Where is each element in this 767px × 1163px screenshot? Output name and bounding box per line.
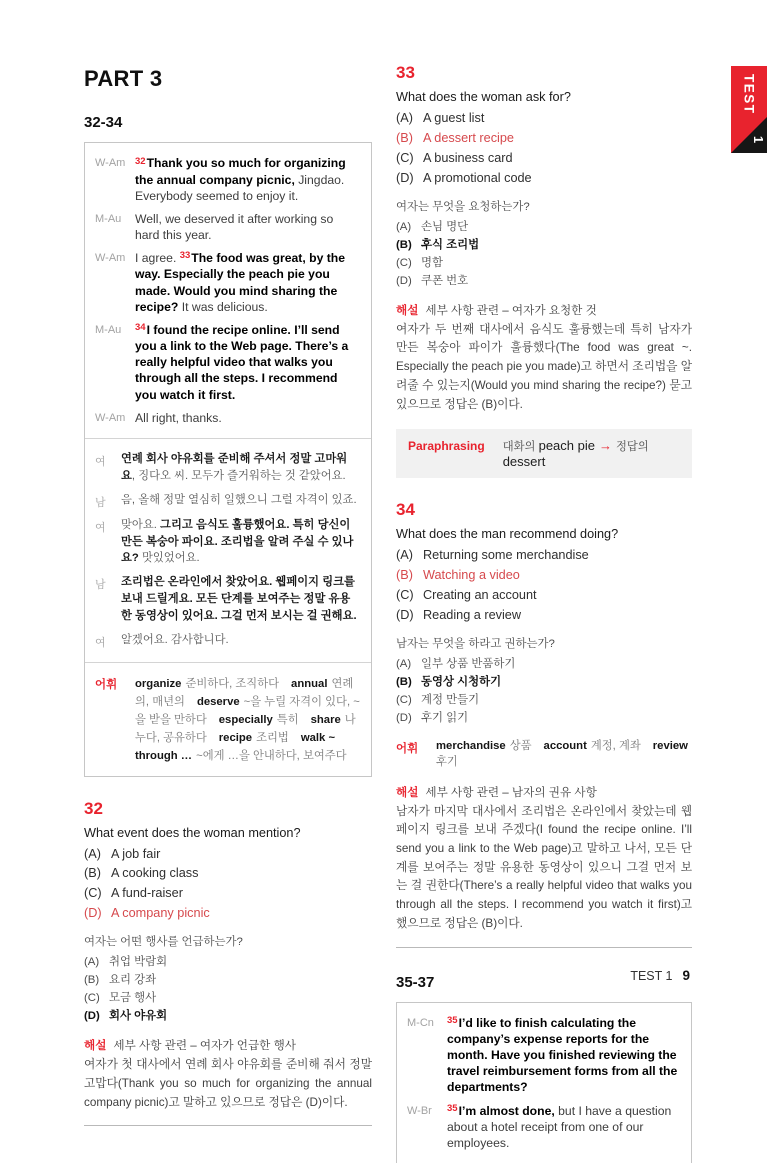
vocab-section-32-34: [85, 662, 371, 775]
dialogue-english-section: [397, 1003, 691, 1163]
choice-b-answer: (B) A dessert recipe: [396, 130, 514, 145]
right-column: [396, 60, 692, 1163]
choice-d: (D) A promotional code: [396, 170, 532, 185]
dialogue-line: [95, 451, 361, 485]
choice-b: (B) A cooking class: [84, 866, 199, 881]
explanation-body: 여자가 두 번째 대사에서 음식도 훌륭했는데 특히 남자가 만든 복숭아 파이가 훌륭했다(The food was great ~. Especially the peach pie you made)고 하면서 조리법을 알려줄 수 있는지(Would you mind sharing the recipe?) 묻고 있으므로 정답은 (B)이다.: [396, 322, 692, 411]
explanation-body: 여자가 첫 대사에서 연례 회사 야유회를 준비해 줘서 정말 고맙다(Thank you so much for organizing the annual company picnic)고 말하고 있으므로 정답은 (D)이다.: [84, 1058, 372, 1109]
dialogue-line: [407, 1103, 681, 1152]
vocab-label: 어휘: [95, 679, 118, 692]
explanation-32: [84, 1037, 372, 1112]
question-text-korean: 여자는 무엇을 요청하는가?: [396, 200, 530, 213]
speaker-label: W-Am: [95, 251, 126, 264]
dialogue-line: [407, 1015, 681, 1096]
choice-b-korean-answer: (B) 동영상 시청하기: [396, 675, 502, 688]
choice-a: (A) A guest list: [396, 111, 485, 125]
choice-a: (A) A job fair: [84, 846, 161, 861]
question-ref-number: 35: [447, 1103, 458, 1115]
explanation-label: 해설: [396, 785, 419, 799]
dialogue-line: [95, 492, 361, 510]
dialogue-text: $^{32}$Thank you so much for organizing the annual company picnic, Jingdao. Everybody seemed to enjoy it.: [135, 155, 346, 203]
choice-a-korean: (A) 취업 박람회: [84, 956, 168, 969]
vocab-entry: especially 특히: [218, 714, 299, 727]
page-body: [84, 60, 692, 1163]
dialogue-text: 연례 회사 야유회를 준비해 주셔서 정말 고마워요, 징다오 씨. 모두가 즐거워하는 것 같았어요.: [121, 452, 348, 482]
vocab-entry: review후기: [436, 739, 688, 768]
vocab-entry: recipe 조리법: [218, 732, 289, 745]
dialogue-box-32-34: [84, 142, 372, 777]
explanation-33: [396, 302, 692, 415]
dialogue-line: [95, 211, 361, 243]
left-column: [84, 60, 372, 1163]
dialogue-text: Well, we deserved it after working so hard this year.: [135, 211, 334, 242]
dialogue-line: [95, 410, 361, 426]
speaker-label: M-Au: [95, 323, 122, 336]
dialogue-text: $^{35}$I’m almost done, but I have a question about a hotel receipt from one of our employees.: [447, 1103, 672, 1151]
vocab-entry: account 계정, 계좌: [543, 739, 641, 752]
explanation-topic: 세부 사항 관련 – 여자가 언급한 행사: [113, 1039, 296, 1053]
footer-test-label: TEST 1: [630, 969, 673, 983]
section-divider: [396, 947, 692, 948]
vocab-list: [135, 675, 361, 765]
choice-d-korean: (D) 후기 읽기: [396, 711, 469, 724]
choice-c-korean: (C) 명함: [396, 256, 444, 269]
question-text-korean: 남자는 무엇을 하라고 권하는가?: [396, 637, 555, 650]
explanation-topic: 세부 사항 관련 – 여자가 요청한 것: [425, 303, 597, 317]
dialogue-line: [95, 574, 361, 625]
speaker-label: 여: [95, 521, 106, 534]
choice-d-answer: (D) A company picnic: [84, 906, 210, 921]
explanation-34: [396, 784, 692, 934]
speaker-label: 남: [95, 496, 106, 509]
vocab-entry: organize 준비하다, 조직하다: [135, 678, 280, 691]
question-range-35-37: 35-37: [396, 973, 435, 991]
dialogue-line: [95, 250, 361, 315]
question-number: 34: [396, 500, 415, 520]
vocab-entry: walk ~ through … ~에게 …을 안내하다, 보여주다: [135, 732, 347, 763]
choice-b-korean: (B) 요리 강좌: [84, 974, 157, 987]
vocab-list: [436, 739, 692, 771]
dialogue-text: I agree. $^{33}$The food was great, by the way. Especially the peach pie you made. Would you mind sharing the recipe? It was delicious.: [135, 250, 346, 314]
choice-c: (C) A fund-raiser: [84, 886, 183, 901]
question-number: 33: [396, 63, 415, 82]
paraphrasing-content: 대화의 peach pie → 정답의 dessert: [502, 438, 649, 470]
page-footer: [630, 968, 690, 983]
question-ref-number: 32: [135, 155, 146, 167]
choice-c: (C) A business card: [396, 150, 513, 165]
paraphrasing-box: [396, 429, 692, 478]
section-divider: [84, 1125, 372, 1126]
question-34: [396, 500, 692, 947]
vocab-entry: share 나누다, 공유하다: [135, 714, 356, 745]
explanation-body: 남자가 마지막 대사에서 조리법은 온라인에서 찾았는데 웹페이지 링크를 보내 주겠다(I found the recipe online. I’ll send you a link to the Web page)고 말하고 나서, 모든 단계를 보여주는 정말 유용한 동영상이 있으니 그걸 먼저 보는 걸 권한다(There’s a really helpful video that walks you through all the steps. I recommend you watch it first)고 했으므로 정답은 (B)이다.: [396, 804, 692, 930]
question-text: What event does the woman mention?: [84, 825, 301, 840]
speaker-label: 여: [95, 455, 106, 468]
question-33: [396, 63, 692, 478]
choice-c-korean: (C) 모금 행사: [84, 992, 157, 1005]
speaker-label: M-Au: [95, 212, 122, 225]
choice-b-korean-answer: (B) 후식 조리법: [396, 238, 480, 251]
speaker-label: W-Am: [95, 411, 126, 424]
dialogue-text: 알겠어요. 감사합니다.: [121, 634, 229, 647]
paraphrasing-label: Paraphrasing: [408, 439, 485, 454]
speaker-label: W-Br: [407, 1104, 432, 1117]
explanation-label: 해설: [396, 303, 419, 317]
dialogue-text: 조리법은 온라인에서 찾았어요. 웹페이지 링크를 보내 드릴게요. 모든 단계를 보여주는 정말 유용한 동영상이 있어요. 그걸 먼저 보시는 걸 권해요.: [121, 576, 357, 623]
vocab-entry: annual 연례의, 매년의: [135, 678, 354, 709]
dialogue-text: $^{35}$I’d like to finish calculating the company’s expense reports for the month. Have you finished reviewing the travel reimbursement forms from all the departments?: [447, 1015, 678, 1095]
choice-c: (C) Creating an account: [396, 588, 537, 603]
question-text: What does the woman ask for?: [396, 90, 571, 104]
arrow-icon: →: [598, 438, 612, 454]
vocab-entry: merchandise 상품: [436, 739, 532, 752]
choice-c-korean: (C) 계정 만들기: [396, 693, 480, 706]
question-number: 32: [84, 798, 103, 818]
dialogue-box-35-37: [396, 1002, 692, 1163]
question-text-korean: 여자는 어떤 행사를 언급하는가?: [84, 936, 243, 949]
speaker-label: W-Am: [95, 157, 126, 169]
vocab-entry: deserve ~을 누릴 자격이 있다, ~을 받을 만하다: [135, 696, 360, 727]
test-tab-number: 1: [750, 135, 766, 144]
dialogue-line: [95, 322, 361, 403]
question-ref-number: 34: [135, 322, 146, 334]
explanation-heading: [84, 1037, 372, 1053]
speaker-label: 여: [95, 637, 106, 650]
choice-b-answer: (B) Watching a video: [396, 568, 520, 583]
dialogue-korean-section: [85, 438, 371, 663]
explanation-topic: 세부 사항 관련 – 남자의 권유 사항: [425, 785, 597, 799]
question-range-32-34: 32-34: [84, 114, 123, 131]
speaker-label: 남: [95, 579, 106, 592]
vocab-label: 어휘: [396, 742, 419, 755]
test-tab: [731, 66, 767, 153]
question-ref-number: 33: [179, 250, 191, 262]
question-32: [84, 799, 372, 1127]
dialogue-text: 음, 올해 정말 열심히 일했으니 그럴 자격이 있죠.: [121, 493, 357, 506]
explanation-label: 해설: [84, 1039, 107, 1053]
dialogue-text: $^{34}$I found the recipe online. I’ll send you a link to the Web page. There’s a really helpful video that walks you through all the steps. I recommend you watch it first.: [135, 322, 349, 402]
explanation-heading: [396, 784, 692, 800]
dialogue-text: All right, thanks.: [135, 410, 222, 425]
choice-d: (D) Reading a review: [396, 607, 522, 622]
choice-d-korean: (D) 쿠폰 번호: [396, 274, 469, 287]
vocab-line-34: [396, 739, 692, 771]
dialogue-text: 맞아요. 그리고 음식도 훌륭했어요. 특히 당신이 만든 복숭아 파이요. 조리법을 알려 주실 수 있나요? 맛있었어요.: [121, 518, 354, 565]
question-ref-number: 35: [447, 1015, 458, 1027]
footer-page-number: 9: [682, 968, 690, 983]
dialogue-line: [95, 517, 361, 568]
choice-a-korean: (A) 일부 상품 반품하기: [396, 657, 516, 670]
question-text: What does the man recommend doing?: [396, 527, 619, 542]
test-tab-label: TEST: [741, 74, 757, 115]
dialogue-english-section: [85, 143, 371, 438]
dialogue-line: [95, 632, 361, 650]
choice-a-korean: (A) 손님 명단: [396, 220, 469, 233]
dialogue-line: [95, 155, 361, 204]
choice-d-korean-answer: (D) 회사 야유회: [84, 1010, 168, 1023]
explanation-heading: [396, 302, 692, 318]
choice-a: (A) Returning some merchandise: [396, 548, 589, 563]
part-title: PART 3: [84, 66, 163, 91]
speaker-label: M-Cn: [407, 1016, 434, 1029]
